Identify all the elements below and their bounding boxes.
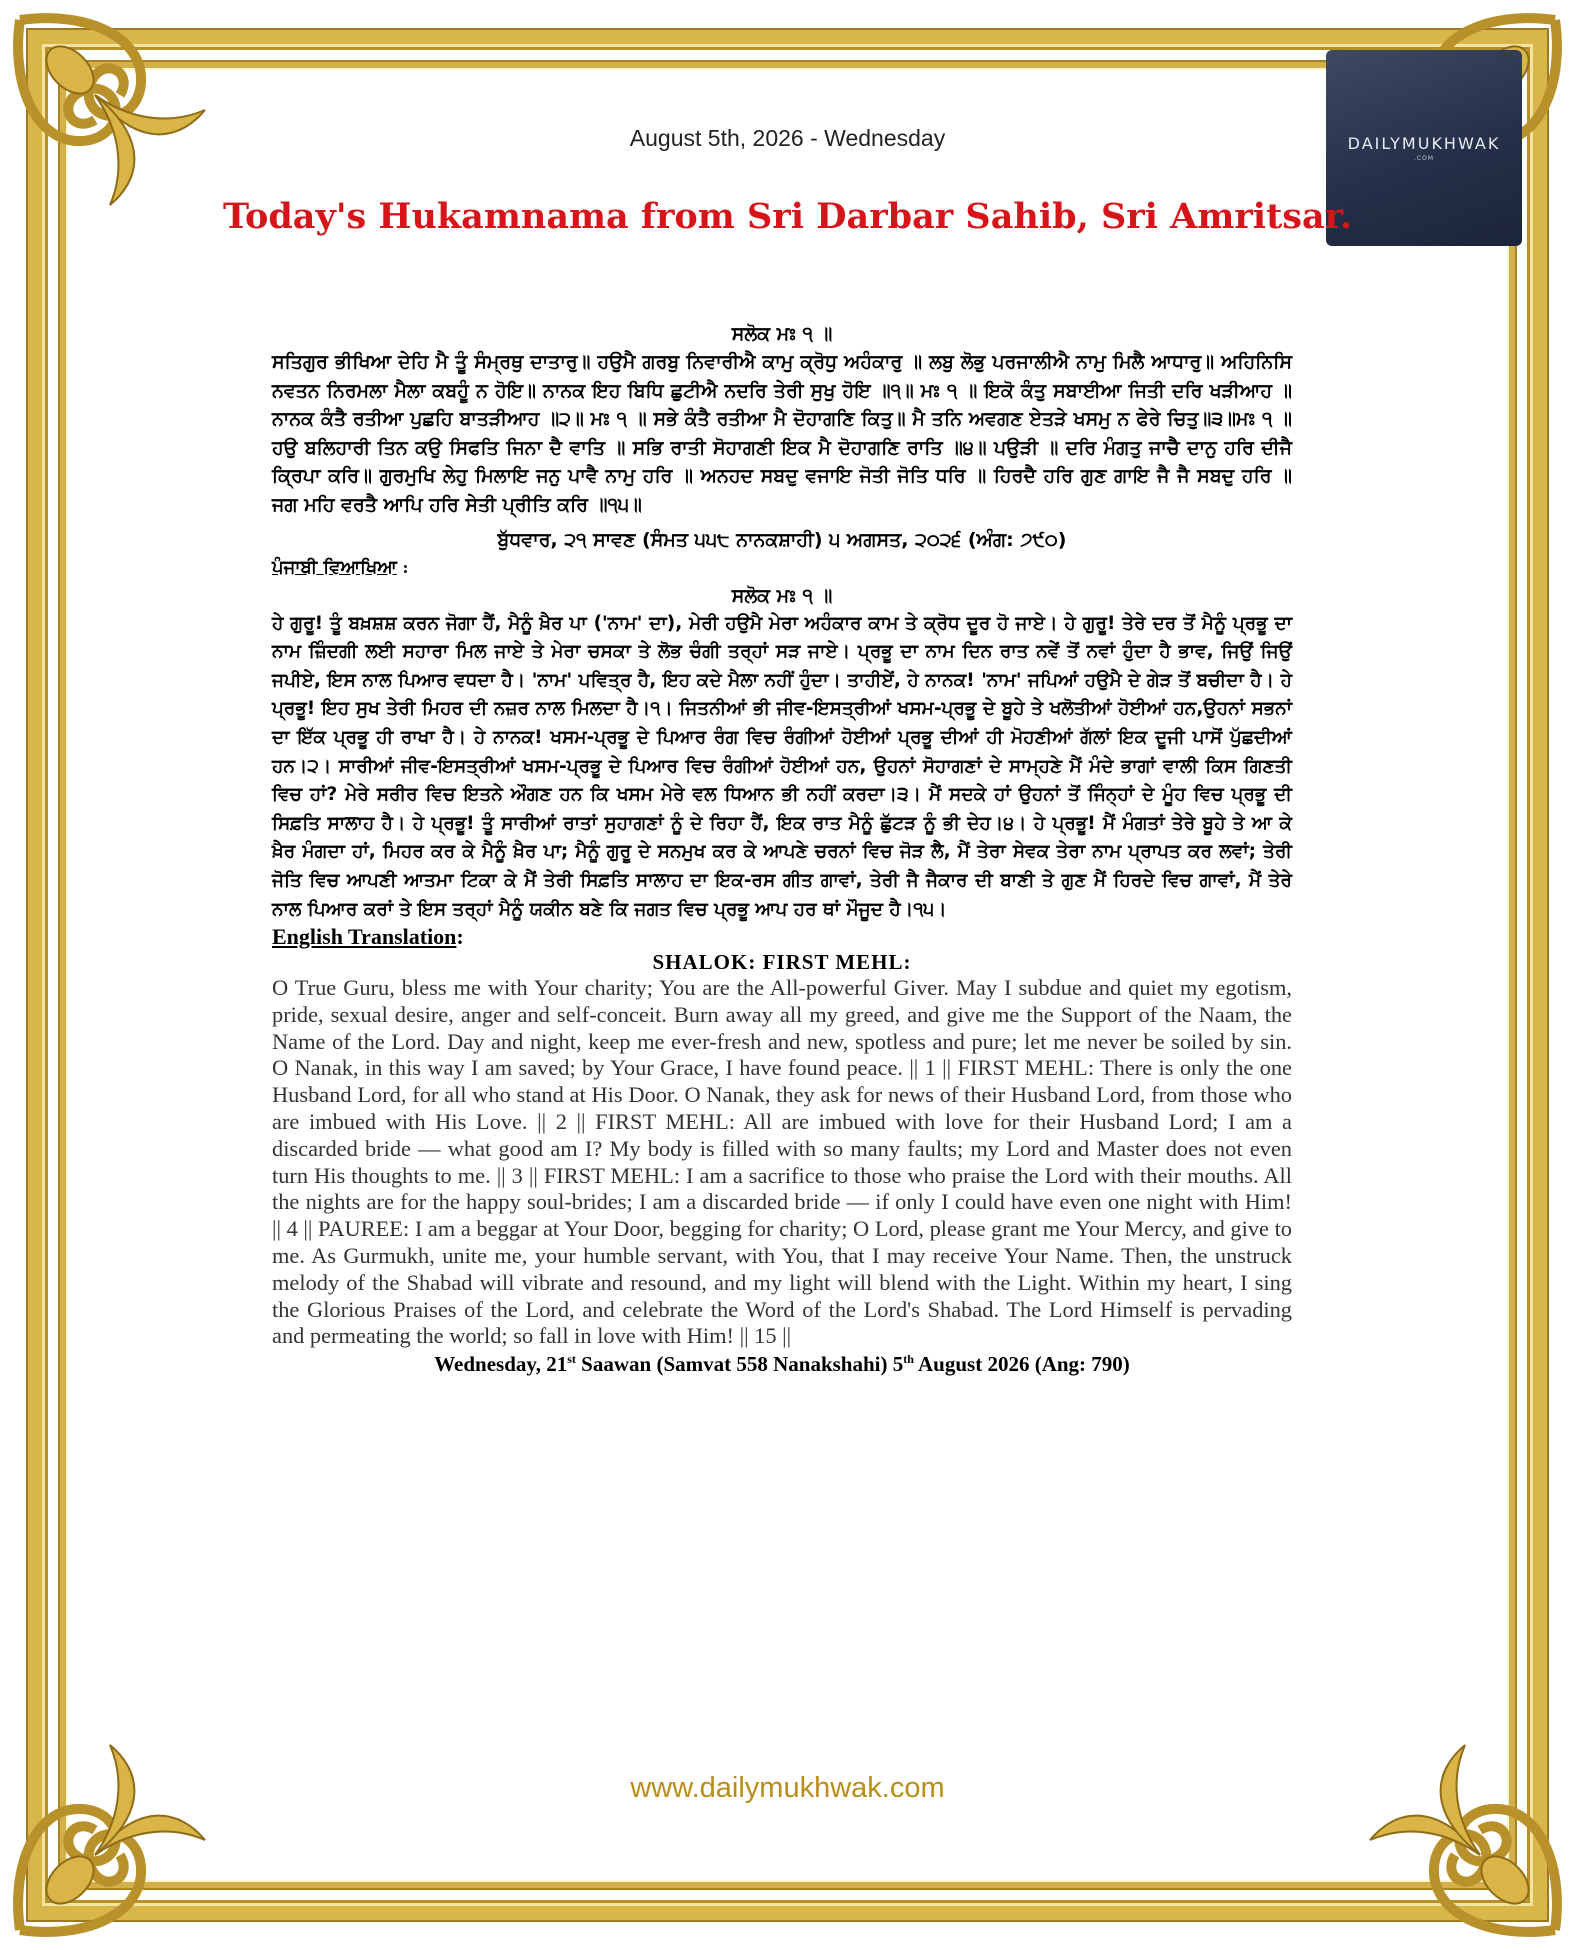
logo-text: DAILYMUKHWAK bbox=[1347, 134, 1501, 153]
corner-ornament-icon bbox=[0, 0, 220, 220]
english-date-part1: Wednesday, 21 bbox=[434, 1352, 568, 1377]
hukamnama-text: ਸਤਿਗੁਰ ਭੀਖਿਆ ਦੇਹਿ ਮੈ ਤੂੰ ਸੰਮ੍ਰਥੁ ਦਾਤਾਰੁ॥ ਹਉਮੈ ਗਰਬੁ ਨਿਵਾਰੀਐ ਕਾਮੁ ਕ੍ਰੋਧੁ ਅਹੰਕਾਰੁ ॥ ਲਬੁ ਲੋਭੁ ਪਰਜਾਲੀਐ ਨਾਮੁ ਮਿਲੈ ਆਧਾਰੁ॥ ਅਹਿਨਿਸਿ ਨਵਤਨ ਨਿਰਮਲਾ ਮੈਲਾ ਕਬਹੂੰ ਨ ਹੋਇ॥ ਨਾਨਕ ਇਹ ਬਿਧਿ ਛੁਟੀਐ ਨਦਰਿ ਤੇਰੀ ਸੁਖੁ ਹੋਇ ॥੧॥ ਮਃ ੧ ॥ ਇਕੋ ਕੰਤੁ ਸਬਾਈਆ ਜਿਤੀ ਦਰਿ ਖੜੀਆਹ ॥ ਨਾਨਕ ਕੰਤੈ ਰਤੀਆ ਪੁਛਹਿ ਬਾਤੜੀਆਹ ॥੨॥ ਮਃ ੧ ॥ ਸਭੇ ਕੰਤੈ ਰਤੀਆ ਮੈ ਦੋਹਾਗਣਿ ਕਿਤੁ॥ ਮੈ ਤਨਿ ਅਵਗਣ ਏਤੜੇ ਖਸਮੁ ਨ ਫੇਰੇ ਚਿਤੁ॥੩॥ਮਃ ੧ ॥ ਹਉ ਬਲਿਹਾਰੀ ਤਿਨ ਕਉ ਸਿਫਤਿ ਜਿਨਾ ਦੈ ਵਾਤਿ ॥ ਸਭਿ ਰਾਤੀ ਸੋਹਾਗਣੀ ਇਕ ਮੈ ਦੋਹਾਗਣਿ ਰਾਤਿ ॥੪॥ ਪਉੜੀ ॥ ਦਰਿ ਮੰਗਤੁ ਜਾਚੈ ਦਾਨੁ ਹਰਿ ਦੀਜੈ ਕ੍ਰਿਪਾ ਕਰਿ॥ ਗੁਰਮੁਖਿ ਲੇਹੁ ਮਿਲਾਇ ਜਨੁ ਪਾਵੈ ਨਾਮੁ ਹਰਿ ॥ ਅਨਹਦ ਸਬਦੁ ਵਜਾਇ ਜੋਤੀ ਜੋਤਿ ਧਰਿ ॥ ਹਿਰਦੈ ਹਰਿ ਗੁਣ ਗਾਇ ਜੈ ਜੈ ਸਬਦੁ ਹਰਿ ॥ ਜਗ ਮਹਿ ਵਰਤੈ ਆਪਿ ਹਰਿ ਸੇਤੀ ਪ੍ਰੀਤਿ ਕਰਿ ॥੧੫॥ bbox=[272, 351, 1292, 516]
hukamnama-heading: ਸਲੋਕ ਮਃ ੧ ॥ bbox=[731, 323, 833, 345]
english-label-suffix: : bbox=[456, 924, 464, 950]
english-date-sup2: th bbox=[903, 1352, 914, 1367]
hukamnama-date: ਬੁੱਧਵਾਰ, ੨੧ ਸਾਵਣ (ਸੰਮਤ ੫੫੮ ਨਾਨਕਸ਼ਾਹੀ) ੫ ਅਗਸਤ, ੨੦੨੬ (ਅੰਗ: ੭੯੦) bbox=[497, 528, 1067, 551]
logo-subtext: .COM bbox=[1414, 155, 1434, 162]
english-heading: SHALOK: FIRST MEHL: bbox=[652, 950, 912, 975]
corner-ornament-icon bbox=[1355, 1730, 1575, 1950]
footer-url-link[interactable]: www.dailymukhwak.com bbox=[630, 1772, 945, 1804]
english-date bbox=[272, 1352, 1292, 1377]
punjabi-label-suffix: : bbox=[396, 557, 409, 577]
punjabi-heading: ਸਲੋਕ ਮਃ ੧ ॥ bbox=[731, 584, 833, 607]
page-title: Today's Hukamnama from Sri Darbar Sahib, Sri Amritsar. bbox=[222, 196, 1353, 237]
english-date-sup1: st bbox=[567, 1352, 576, 1367]
corner-ornament-icon bbox=[0, 1730, 220, 1950]
english-date-part2: Saawan (Samvat 558 Nanakshahi) 5 bbox=[575, 1352, 904, 1377]
main-content bbox=[272, 320, 1292, 1377]
punjabi-label: ਪੰਜਾਬੀ ਵਿਆਖਿਆ bbox=[272, 556, 397, 578]
date-line: August 5th, 2026 - Wednesday bbox=[629, 125, 946, 151]
english-label: English Translation bbox=[272, 924, 457, 950]
english-label-row bbox=[272, 924, 1292, 950]
english-date-part3: August 2026 (Ang: 790) bbox=[913, 1352, 1130, 1377]
punjabi-label-row bbox=[272, 554, 1292, 582]
punjabi-vyakhya-text: ਹੇ ਗੁਰੂ! ਤੂੰ ਬਖ਼ਸ਼ਸ਼ ਕਰਨ ਜੋਗਾ ਹੈਂ, ਮੈਨੂੰ ਖ਼ੈਰ ਪਾ ('ਨਾਮ' ਦਾ), ਮੇਰੀ ਹਉਮੈ ਮੇਰਾ ਅਹੰਕਾਰ ਕਾਮ ਤੇ ਕ੍ਰੋਧ ਦੂਰ ਹੋ ਜਾਏ। ਹੇ ਗੁਰੂ! ਤੇਰੇ ਦਰ ਤੋਂ ਮੈਨੂੰ ਪ੍ਰਭੂ ਦਾ ਨਾਮ ਜ਼ਿੰਦਗੀ ਲਈ ਸਹਾਰਾ ਮਿਲ ਜਾਏ ਤੇ ਮੇਰਾ ਚਸਕਾ ਤੇ ਲੋਭ ਚੰਗੀ ਤਰ੍ਹਾਂ ਸੜ ਜਾਏ। ਪ੍ਰਭੂ ਦਾ ਨਾਮ ਦਿਨ ਰਾਤ ਨਵੇਂ ਤੋਂ ਨਵਾਂ ਹੁੰਦਾ ਹੈ ਭਾਵ, ਜਿਉਂ ਜਿਉਂ ਜਪੀਏ, ਇਸ ਨਾਲ ਪਿਆਰ ਵਧਦਾ ਹੈ। 'ਨਾਮ' ਪਵਿਤ੍ਰ ਹੈ, ਇਹ ਕਦੇ ਮੈਲਾ ਨਹੀਂ ਹੁੰਦਾ। ਤਾਹੀਏਂ, ਹੇ ਨਾਨਕ! 'ਨਾਮ' ਜਪਿਆਂ ਹਉਮੈ ਦੇ ਗੇੜ ਤੋਂ ਬਚੀਦਾ ਹੈ। ਹੇ ਪ੍ਰਭੂ! ਇਹ ਸੁਖ ਤੇਰੀ ਮਿਹਰ ਦੀ ਨਜ਼ਰ ਨਾਲ ਮਿਲਦਾ ਹੈ।੧। ਜਿਤਨੀਆਂ ਭੀ ਜੀਵ-ਇਸਤ੍ਰੀਆਂ ਖਸਮ-ਪ੍ਰਭੂ ਦੇ ਬੂਹੇ ਤੇ ਖਲੋਤੀਆਂ ਹੋਈਆਂ ਹਨ,ਉਹਨਾਂ ਸਭਨਾਂ ਦਾ ਇੱਕ ਪ੍ਰਭੂ ਹੀ ਰਾਖਾ ਹੈ। ਹੇ ਨਾਨਕ! ਖਸਮ-ਪ੍ਰਭੂ ਦੇ ਪਿਆਰ ਰੰਗ ਵਿਚ ਰੰਗੀਆਂ ਹੋਈਆਂ ਪ੍ਰਭੂ ਦੀਆਂ ਹੀ ਮੋਹਣੀਆਂ ਗੱਲਾਂ ਇਕ ਦੂਜੀ ਪਾਸੋਂ ਪੁੱਛਦੀਆਂ ਹਨ।੨। ਸਾਰੀਆਂ ਜੀਵ-ਇਸਤ੍ਰੀਆਂ ਖਸਮ-ਪ੍ਰਭੂ ਦੇ ਪਿਆਰ ਵਿਚ ਰੰਗੀਆਂ ਹੋਈਆਂ ਹਨ, ਉਹਨਾਂ ਸੋਹਾਗਣਾਂ ਦੇ ਸਾਮ੍ਹਣੇ ਮੈਂ ਮੰਦੇ ਭਾਗਾਂ ਵਾਲੀ ਕਿਸ ਗਿਣਤੀ ਵਿਚ ਹਾਂ? ਮੇਰੇ ਸਰੀਰ ਵਿਚ ਇਤਨੇ ਔਗਣ ਹਨ ਕਿ ਖਸਮ ਮੇਰੇ ਵਲ ਧਿਆਨ ਭੀ ਨਹੀਂ ਕਰਦਾ।੩। ਮੈਂ ਸਦਕੇ ਹਾਂ ਉਹਨਾਂ ਤੋਂ ਜਿੰਨ੍ਹਾਂ ਦੇ ਮੂੰਹ ਵਿਚ ਪ੍ਰਭੂ ਦੀ ਸਿਫ਼ਤਿ ਸਾਲਾਹ ਹੈ। ਹੇ ਪ੍ਰਭੂ! ਤੂੰ ਸਾਰੀਆਂ ਰਾਤਾਂ ਸੁਹਾਗਣਾਂ ਨੂੰ ਦੇ ਰਿਹਾ ਹੈਂ, ਇਕ ਰਾਤ ਮੈਨੂੰ ਛੁੱਟੜ ਨੂੰ ਭੀ ਦੇਹ।੪। ਹੇ ਪ੍ਰਭੂ! ਮੈਂ ਮੰਗਤਾਂ ਤੇਰੇ ਬੂਹੇ ਤੇ ਆ ਕੇ ਖ਼ੈਰ ਮੰਗਦਾ ਹਾਂ, ਮਿਹਰ ਕਰ ਕੇ ਮੈਨੂੰ ਖ਼ੈਰ ਪਾ; ਮੈਨੂੰ ਗੁਰੂ ਦੇ ਸਨਮੁਖ ਕਰ ਕੇ ਆਪਣੇ ਚਰਨਾਂ ਵਿਚ ਜੋੜ ਲੈ, ਮੈਂ ਤੇਰਾ ਸੇਵਕ ਤੇਰਾ ਨਾਮ ਪ੍ਰਾਪਤ ਕਰ ਲਵਾਂ; ਤੇਰੀ ਜੋਤਿ ਵਿਚ ਆਪਣੀ ਆਤਮਾ ਟਿਕਾ ਕੇ ਮੈਂ ਤੇਰੀ ਸਿਫ਼ਤਿ ਸਾਲਾਹ ਦਾ ਇਕ-ਰਸ ਗੀਤ ਗਾਵਾਂ, ਤੇਰੀ ਜੈ ਜੈਕਾਰ ਦੀ ਬਾਣੀ ਤੇ ਗੁਣ ਮੈਂ ਹਿਰਦੇ ਵਿਚ ਗਾਵਾਂ, ਮੈਂ ਤੇਰੇ ਨਾਲ ਪਿਆਰ ਕਰਾਂ ਤੇ ਇਸ ਤਰ੍ਹਾਂ ਮੈਨੂੰ ਯਕੀਨ ਬਣੇ ਕਿ ਜਗਤ ਵਿਚ ਪ੍ਰਭੂ ਆਪ ਹਰ ਥਾਂ ਮੌਜੂਦ ਹੈ।੧੫। bbox=[272, 612, 1292, 920]
english-translation-text: O True Guru, bless me with Your charity; You are the All-powerful Giver. May I subdue and quiet my egotism, pride, sexual desire, anger and self-conceit. Burn away all my greed, and give me the Support of the Naam, the Name of the Lord. Day and night, keep me ever-fresh and new, spotless and pure; let me never be soiled by sin. O Nanak, in this way I am saved; by Your Grace, I have found peace. || 1 || FIRST MEHL: There is only the one Husband Lord, for all who stand at His Door. O Nanak, they ask for news of their Husband Lord, from those who are imbued with His Love. || 2 || FIRST MEHL: All are imbued with love for their Husband Lord; I am a discarded bride — what good am I? My body is filled with so many faults; my Lord and Master does not even turn His thoughts to me. || 3 || FIRST MEHL: I am a sacrifice to those who praise the Lord with their mouths. All the nights are for the happy soul-brides; I am a discarded bride — if only I could have even one night with Him! || 4 || PAUREE: I am a beggar at Your Door, begging for charity; O Lord, please grant me Your Mercy, and give to me. As Gurmukh, unite me, your humble servant, with You, that I may receive Your Name. Then, the unstruck melody of the Shabad will vibrate and resound, and my light will blend with the Light. Within my heart, I sing the Glorious Praises of the Lord, and celebrate the Word of the Lord's Shabad. The Lord Himself is pervading and permeating the world; so fall in love with Him! || 15 || bbox=[272, 975, 1292, 1349]
